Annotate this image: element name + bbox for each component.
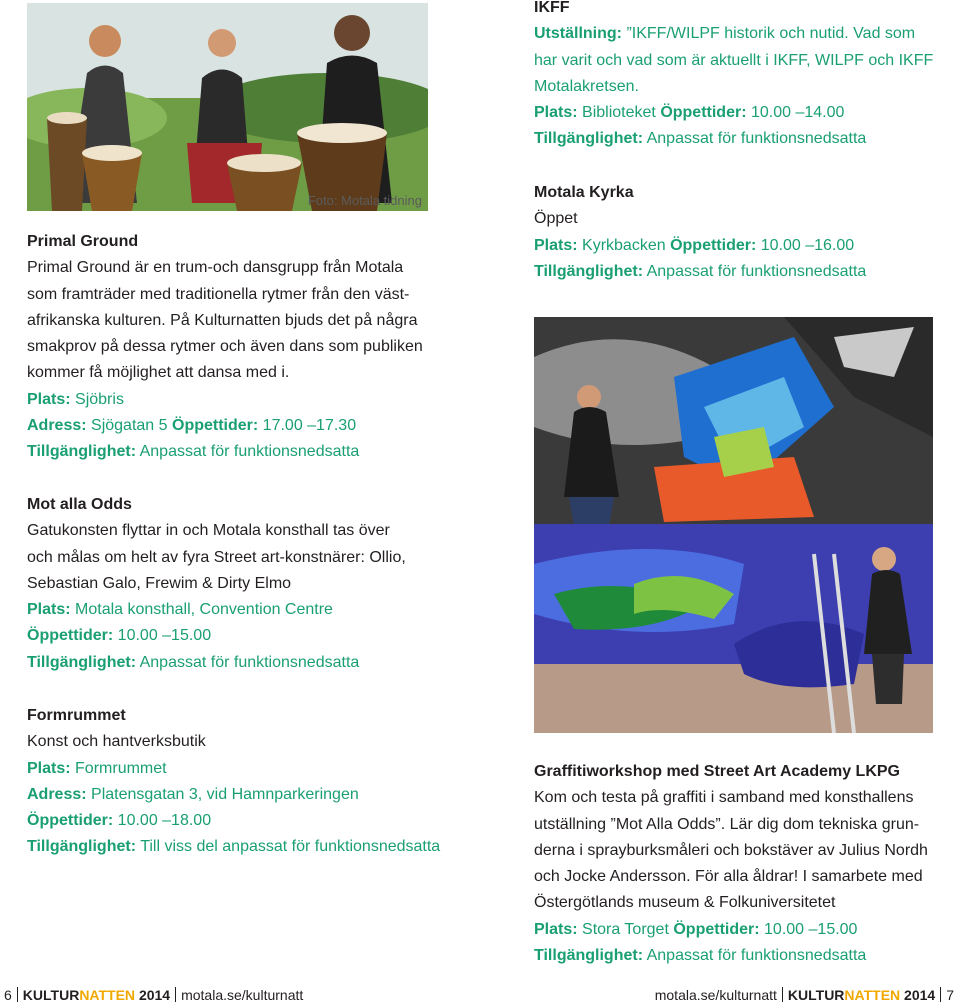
page-number-left: 6 — [4, 987, 12, 1003]
brand-natten: NATTEN — [844, 987, 901, 1003]
section-title: Primal Ground — [27, 233, 139, 250]
body-line: Motalakretsen. — [534, 77, 639, 95]
tillganglighet-line: Tillgänglighet: Anpassat för funktionsnedsatta — [27, 653, 360, 671]
section-ikff — [534, 0, 944, 153]
plats-line: Plats: Sjöbris — [27, 390, 124, 408]
plats-line: Plats: Motala konsthall, Convention Centre — [27, 601, 333, 619]
page-number-right: 7 — [946, 987, 954, 1003]
section-title: Mot alla Odds — [27, 496, 132, 513]
footer-url[interactable]: motala.se/kulturnatt — [654, 987, 777, 1003]
brand-year: 2014 — [138, 987, 171, 1003]
brand-year: 2014 — [904, 987, 936, 1003]
tillganglighet-line: Tillgänglighet: Till viss del anpassat för funktionsnedsatta — [27, 838, 441, 856]
oppettider-line: Öppettider: 10.00 –15.00 — [27, 627, 212, 645]
tillganglighet-line: Tillgänglighet: Anpassat för funktionsnedsatta — [27, 443, 360, 461]
adress-line: Adress: Sjögatan 5 Öppettider: 17.00 –17.30 — [27, 417, 357, 435]
tillganglighet-line: Tillgänglighet: Anpassat för funktionsnedsatta — [534, 947, 867, 965]
section-formrummet — [27, 703, 441, 861]
section-title: Motala Kyrka — [534, 184, 634, 201]
footer-right — [655, 986, 954, 1004]
body-line: smakprov på dessa rytmer och även dans som publiken — [27, 338, 423, 356]
body-line: Sebastian Galo, Frewim & Dirty Elmo — [27, 574, 292, 592]
body-line: Gatukonsten flyttar in och Motala konsthall tas över — [27, 522, 390, 540]
tillganglighet-line: Tillgänglighet: Anpassat för funktionsnedsatta — [534, 262, 867, 280]
body-line: som framträder med traditionella rytmer från den väst- — [27, 285, 410, 303]
footer-divider — [782, 987, 783, 1002]
body-line: Östergötlands museum & Folkuniversitetet — [534, 894, 836, 912]
footer-left — [4, 986, 303, 1004]
utstallning-line: Utställning: ”IKFF/WILPF historik och nutid. Vad som — [534, 25, 916, 43]
oppettider-line: Öppettider: 10.00 –18.00 — [27, 812, 212, 830]
brand-kultur: KULTUR — [22, 987, 80, 1003]
plats-line: Plats: Stora Torget Öppettider: 10.00 –15.00 — [534, 920, 858, 938]
footer-divider — [17, 987, 18, 1002]
section-title: Graffitiworkshop med Street Art Academy LKPG — [534, 763, 900, 780]
section-title: Formrummet — [27, 707, 126, 724]
plats-line: Plats: Biblioteket Öppettider: 10.00 –14.00 — [534, 104, 845, 122]
body-line: Konst och hantverksbutik — [27, 733, 206, 751]
photo-caption: Foto: Motala tidning — [307, 193, 422, 208]
body-line: och målas om helt av fyra Street art-konstnärer: Ollio, — [27, 548, 406, 566]
body-line: Primal Ground är en trum-och dansgrupp från Motala — [27, 259, 404, 277]
tillganglighet-line: Tillgänglighet: Anpassat för funktionsnedsatta — [534, 130, 867, 148]
footer-divider — [175, 987, 176, 1002]
body-line: och Jocke Andersson. För alla åldrar! I samarbete med — [534, 868, 923, 886]
body-line: derna i sprayburksmåleri och bokstäver av Julius Nordh — [534, 841, 928, 859]
plats-line: Plats: Formrummet — [27, 759, 167, 777]
section-graffitiworkshop — [534, 759, 944, 969]
drummers-photo — [27, 3, 428, 211]
section-title: IKFF — [534, 0, 570, 16]
body-line: utställning ”Mot Alla Odds”. Lär dig dom tekniska grun- — [534, 815, 920, 833]
plats-line: Plats: Kyrkbacken Öppettider: 10.00 –16.00 — [534, 236, 855, 254]
section-mot-alla-odds — [27, 492, 437, 676]
graffiti-illustration-top — [534, 317, 933, 526]
footer-divider — [940, 987, 941, 1002]
drummers-illustration — [27, 3, 428, 211]
body-line: afrikanska kulturen. På Kulturnatten bjuds det på några — [27, 311, 418, 329]
body-line: har varit och vad som är aktuellt i IKFF, WILPF och IKFF — [534, 51, 934, 69]
graffiti-photo-top — [534, 317, 933, 526]
brand-natten: NATTEN — [79, 987, 136, 1003]
section-motala-kyrka — [534, 180, 944, 285]
brand-kultur: KULTUR — [787, 987, 845, 1003]
adress-line: Adress: Platensgatan 3, vid Hamnparkeringen — [27, 785, 359, 803]
body-line: kommer få möjlighet att dansa med i. — [27, 364, 290, 382]
section-primal-ground — [27, 229, 437, 466]
footer-url[interactable]: motala.se/kulturnatt — [181, 987, 304, 1003]
graffiti-illustration-bottom — [534, 524, 933, 733]
body-line: Kom och testa på graffiti i samband med konsthallens — [534, 789, 914, 807]
graffiti-photo-bottom — [534, 524, 933, 733]
body-line: Öppet — [534, 210, 578, 228]
